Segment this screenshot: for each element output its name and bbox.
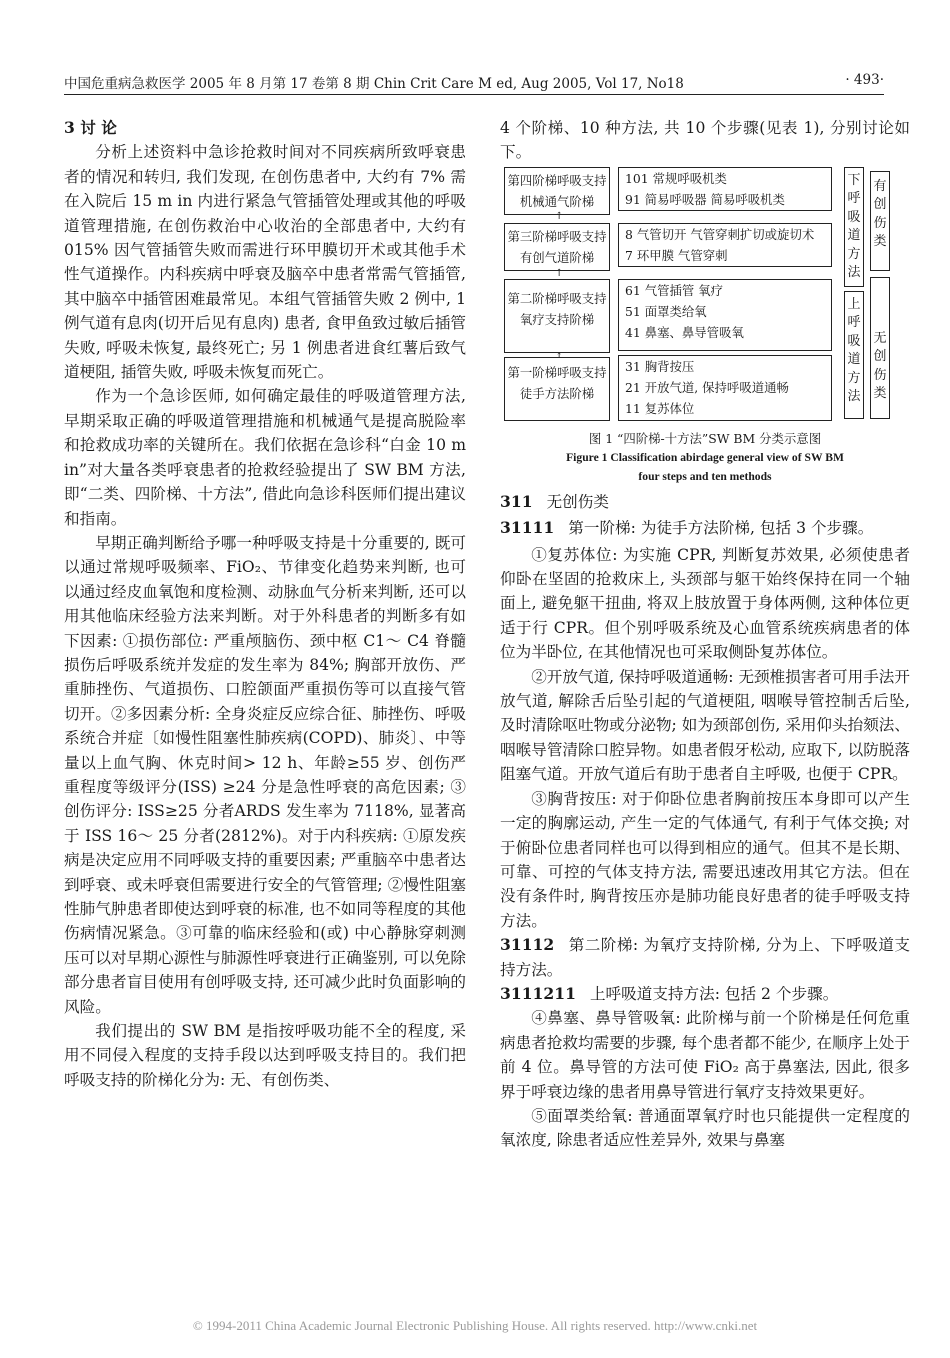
- method-box: [618, 355, 832, 421]
- method-box: [618, 167, 832, 211]
- up-arrow-icon: ↑: [555, 210, 564, 222]
- figure-swbm-diagram: [500, 165, 910, 425]
- step-label: 第四阶梯呼吸支持: [507, 172, 607, 188]
- method-item: 7 环甲膜 气管穿刺: [625, 247, 728, 263]
- method-item: 31 胸背按压: [625, 358, 695, 374]
- section-title: 第二阶梯: 为氧疗支持阶梯, 分为上、下呼吸道支持方法。: [500, 936, 910, 979]
- method-item: 8 气管切开 气管穿刺扩切或旋切术: [625, 226, 815, 242]
- section-number: 3111211: [500, 983, 576, 1003]
- subsection-3111211: [500, 982, 910, 1006]
- step-sub: 徒手方法阶梯: [519, 385, 595, 401]
- paragraph: ⑤面罩类给氧: 普通面罩氧疗时也只能提供一定程度的氧浓度, 除患者适应性差异外, 效果与鼻塞: [500, 1106, 910, 1150]
- paragraph: 分析上述资料中急诊抢救时间对不同疾病所致呼衰患者的情况和转归, 我们发现, 在创伤患者中, 大约有 7% 需在入院后 15 m in 内进行紧急气管插管处理或其他的呼吸道管理措施, 在创伤救治中心收治的全部患者中, 大约有 015% 因气管插管失败而需进行环甲膜切开术或其他手术性气道操作。内科疾病中呼衰及脑卒中患者常需气管插管, 其中脑卒中插管困难最常见。本组气管插管失败 2 例中, 1 例气道有息肉(切开后见有息肉) 患者, 食甲鱼致过敏后插管失败, 呼吸未恢复, 最终死亡; 另 1 例患者进食红薯后致气道梗阻, 插管失败, 呼吸未恢复而死亡。: [64, 143, 466, 382]
- paragraph: 4 个阶梯、10 种方法, 共 10 个步骤(见表 1), 分别讨论如下。: [500, 119, 910, 162]
- method-box: [618, 223, 832, 267]
- step-label: 第三阶梯呼吸支持: [507, 228, 607, 244]
- journal-citation: 中国危重病急救医学 2005 年 8 月第 17 卷第 8 期 Chin Crit Care M ed, Aug 2005, Vol 17, No18: [64, 76, 684, 92]
- subsection-311: [500, 490, 910, 514]
- method-item: 91 简易呼吸器 简易呼吸机类: [625, 191, 785, 207]
- paragraph: ②开放气道, 保持呼吸道通畅: 无颈椎损害者可用手法开放气道, 解除舌后坠引起的气道梗阻, 咽喉导管控制舌后坠, 及时清除呕吐物或分泌物; 如为颈部创伤, 采用仰头抬颏法、咽喉导管清除口腔异物。如患者假牙松动, 应取下, 以防脱落阻塞气道。开放气道后有助于患者自主呼吸, 也便于 CPR。: [500, 667, 910, 784]
- lower-airway-label: 下呼吸道方法: [844, 167, 864, 287]
- paragraph: ①复苏体位: 为实施 CPR, 判断复苏效果, 必须使患者仰卧在坚固的抢救床上, 头颈部与躯干始终保持在同一个轴面上, 避免躯干扭曲, 将双上肢放置于身体两侧, 这种体位更适于行 CPR。但个别呼吸系统及心血管系统疾病患者的体位为半卧位, 在其他情况也可采取侧卧复苏体位。: [500, 545, 910, 662]
- step-box: [504, 357, 610, 421]
- method-item: 61 气管插管 氧疗: [625, 282, 723, 298]
- section-title: 第一阶梯: 为徒手方法阶梯, 包括 3 个步骤。: [568, 519, 874, 538]
- paragraph: ④鼻塞、鼻导管吸氧: 此阶梯与前一个阶梯是任何危重病患者抢救均需要的步骤, 每个患者都不能少, 在顺序上处于前 4 位。鼻导管的方法可使 FiO₂ 高于鼻塞法, 因此, 很多界于呼衰边缘的患者用鼻导管进行氧疗支持效果更好。: [500, 1009, 910, 1101]
- running-header: [64, 72, 884, 95]
- page-number: · 493·: [845, 72, 884, 88]
- figure-caption-cn: 图 1 “四阶梯-十方法”SW BM 分类示意图: [588, 430, 822, 446]
- paragraph: 我们提出的 SW BM 是指按呼吸功能不全的程度, 采用不同侵入程度的支持手段以达到呼吸支持目的。我们把呼吸支持的阶梯化分为: 无、有创伤类、: [64, 1022, 466, 1089]
- paragraph: 作为一个急诊医师, 如何确定最佳的呼吸道管理方法, 早期采取正确的呼吸道管理措施和机械通气是提高脱险率和抢救成功率的关键所在。我们依据在急诊科“白金 10 m in”对大量各类呼衰患者的抢救经验提出了 SW BM 方法, 即“二类、四阶梯、十方法”, 借此向急诊科医师们提出建议和指南。: [64, 387, 466, 528]
- section-heading-discussion: 3 讨 论: [64, 118, 117, 137]
- left-column: [64, 116, 466, 1092]
- subsection-31111: [500, 516, 910, 540]
- method-box: [618, 279, 832, 351]
- step-box: [504, 279, 610, 353]
- invasive-label: 有创伤类: [870, 171, 890, 271]
- upper-airway-label: 上呼吸道方法: [844, 291, 864, 419]
- step-box: [504, 223, 610, 271]
- subsection-31112: [500, 933, 910, 982]
- right-column: [500, 116, 910, 1153]
- method-item: 11 复苏体位: [625, 400, 695, 416]
- method-item: 41 鼻塞、鼻导管吸氧: [625, 324, 744, 340]
- step-label: 第二阶梯呼吸支持: [507, 290, 607, 306]
- method-item: 101 常规呼吸机类: [625, 170, 727, 186]
- paragraph: ③胸背按压: 对于仰卧位患者胸前按压本身即可以产生一定的胸廓运动, 产生一定的气体通气, 有利于气体交换; 对于俯卧位患者同样也可以得到相应的通气。但其不是长期、可靠、可控的气体支持方法, 需要迅速改用其它方法。但在没有条件时, 胸背按压亦是肺功能良好患者的徒手呼吸支持方法。: [500, 789, 910, 930]
- section-title: 上呼吸道支持方法: 包括 2 个步骤。: [589, 984, 839, 1003]
- step-sub: 机械通气阶梯: [519, 193, 595, 209]
- section-title: 无创伤类: [546, 492, 609, 511]
- section-number: 31112: [500, 935, 555, 955]
- step-label: 第一阶梯呼吸支持: [507, 364, 607, 380]
- paragraph: 早期正确判断给予哪一种呼吸支持是十分重要的, 既可以通过常规呼吸频率、FiO₂、节律变化趋势来判断, 也可以通过经皮血氧饱和度检测、动脉血气分析来判断, 还可以用其他临床经验方法来判断。对于外科患者的判断多有如下因素: ①损伤部位: 严重颅脑伤、颈中枢 C1～ C4 脊髓损伤后呼吸系统并发症的发生率为 84%; 胸部开放伤、严重肺挫伤、气道损伤、口腔颌面严重损伤等可以直接气管切开。②多因素分析: 全身炎症反应综合征、肺挫伤、呼吸系统合并症〔如慢性阻塞性肺疾病(COPD)、肺炎〕、中等量以上血气胸、休克时间> 12 h、年龄≥55 岁、创伤严重程度等级评分(ISS) ≥24 分是急性呼衰的高危因素; ③创伤评分: ISS≥25 分者ARDS 发生率为 7118%, 显著高于 ISS 16～ 25 分者(2812%)。对于内科疾病: ①原发疾病是决定应用不同呼吸支持的重要因素; 严重脑卒中患者达到呼衰、或未呼衰但需要进行安全的气管管理; ②慢性阻塞性肺气肿患者即使达到呼衰的标准, 也不如同等程度的其他伤病情况紧急。③可靠的临床经验和(或) 中心静脉穿刺测压可以对早期心源性与肺源性呼衰进行正确鉴别, 可以免除部分患者盲目使用有创呼吸支持, 还可减少此时负面影响的风险。: [64, 533, 466, 1016]
- section-number: 311: [500, 491, 533, 511]
- copyright-footer: © 1994-2011 China Academic Journal Electronic Publishing House. All rights reserved. http://www.cnki.net: [192, 1318, 758, 1333]
- figure-caption-en: four steps and ten methods: [638, 469, 772, 483]
- method-item: 21 开放气道, 保持呼吸道通畅: [625, 379, 789, 395]
- method-item: 51 面罩类给氧: [625, 303, 707, 319]
- section-number: 31111: [500, 518, 555, 538]
- step-sub: 有创气道阶梯: [519, 249, 595, 265]
- noninvasive-label: 无创伤类: [870, 277, 890, 419]
- up-arrow-icon: ↑: [555, 267, 564, 279]
- step-box: [504, 167, 610, 215]
- figure-caption-en: Figure 1 Classification abirdage general view of SW BM: [566, 450, 844, 464]
- step-sub: 氧疗支持阶梯: [519, 311, 595, 327]
